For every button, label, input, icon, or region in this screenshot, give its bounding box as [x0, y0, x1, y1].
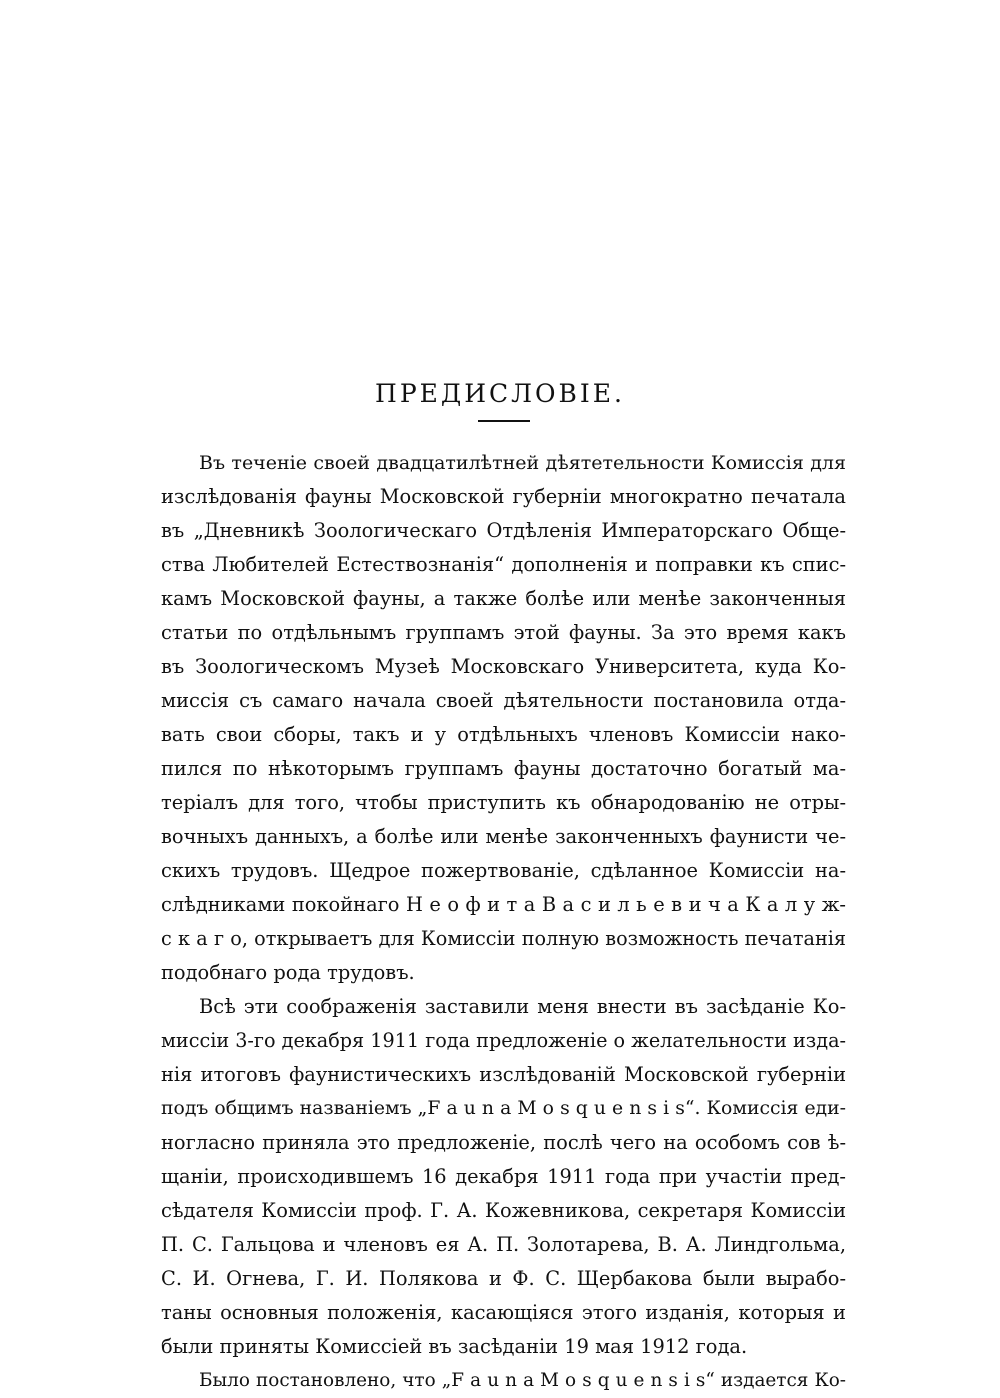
text-line: Было постановлено, что „F a u n a M o s q u e n s i s“ издается Ко-	[199, 1370, 846, 1391]
text-line: изслѣдованія фауны Московской губерніи многократно печатала	[161, 485, 846, 508]
text-line: с к а г о, открываетъ для Комиссіи полную возможность печатанія	[161, 927, 846, 950]
text-line: камъ Московской фауны, а также болѣе или менѣе законченныя	[161, 587, 846, 610]
text-line: были приняты Комиссіей въ засѣданіи 19 мая 1912 года.	[161, 1335, 748, 1358]
text-line: ногласно приняла это предложеніе, послѣ чего на особомъ сов ѣ-	[161, 1131, 846, 1154]
text-line: сѣдателя Комиссіи проф. Г. А. Кожевникова, секретаря Комиссіи	[161, 1199, 846, 1222]
text-line: статьи по отдѣльнымъ группамъ этой фауны. За это время какъ	[161, 621, 846, 644]
text-line: Всѣ эти соображенія заставили меня внести въ засѣданіе Ко-	[199, 995, 846, 1018]
title-divider	[478, 420, 530, 422]
text-line: вать свои сборы, такъ и у отдѣльныхъ членовъ Комиссіи нако-	[161, 723, 846, 746]
text-line: ства Любителей Естествознанія“ дополненія и поправки къ спис-	[161, 553, 846, 576]
text-line: таны основныя положенія, касающіяся этого изданія, которыя и	[161, 1301, 846, 1324]
text-line: скихъ трудовъ. Щедрое пожертвованіе, сдѣланное Комиссіи на-	[161, 859, 846, 882]
text-line: С. И. Огнева, Г. И. Полякова и Ф. С. Щербакова были вырабо-	[161, 1267, 846, 1290]
text-line: щаніи, происходившемъ 16 декабря 1911 года при участіи пред-	[161, 1165, 846, 1188]
text-line: теріалъ для того, чтобы приступить къ обнародованію не отры-	[161, 791, 846, 814]
text-line: въ Зоологическомъ Музеѣ Московскаго Университета, куда Ко-	[161, 655, 846, 678]
text-line: П. С. Гальцова и членовъ ея А. П. Золотарева, В. А. Линдгольма,	[161, 1233, 846, 1256]
text-line: въ „Дневникѣ Зоологическаго Отдѣленія Императорскаго Обще-	[161, 519, 846, 542]
page-title: ПРЕДИСЛОВІЕ.	[375, 378, 625, 408]
text-line: нія итоговъ фаунистическихъ изслѣдованій Московской губерніи	[161, 1063, 846, 1086]
text-line: слѣдниками покойнаго Н е о ф и т а В а с и л ь е в и ч а К а л у ж-	[161, 893, 846, 916]
text-line: миссія съ самаго начала своей дѣятельности постановила отда-	[161, 689, 846, 712]
text-line: вочныхъ данныхъ, а болѣе или менѣе законченныхъ фаунисти че-	[161, 825, 846, 848]
body-text	[161, 446, 846, 1398]
text-line: подобнаго рода трудовъ.	[161, 961, 415, 984]
text-line: подъ общимъ названіемъ „F a u n a M o s q u e n s i s“. Комиссія еди-	[161, 1098, 846, 1119]
text-line: миссіи 3-го декабря 1911 года предложеніе о желательности изда-	[161, 1029, 846, 1052]
text-line: пился по нѣкоторымъ группамъ фауны достаточно богатый ма-	[161, 757, 846, 780]
text-line: Въ теченіе своей двадцатилѣтней дѣятетельности Комиссія для	[199, 452, 846, 474]
